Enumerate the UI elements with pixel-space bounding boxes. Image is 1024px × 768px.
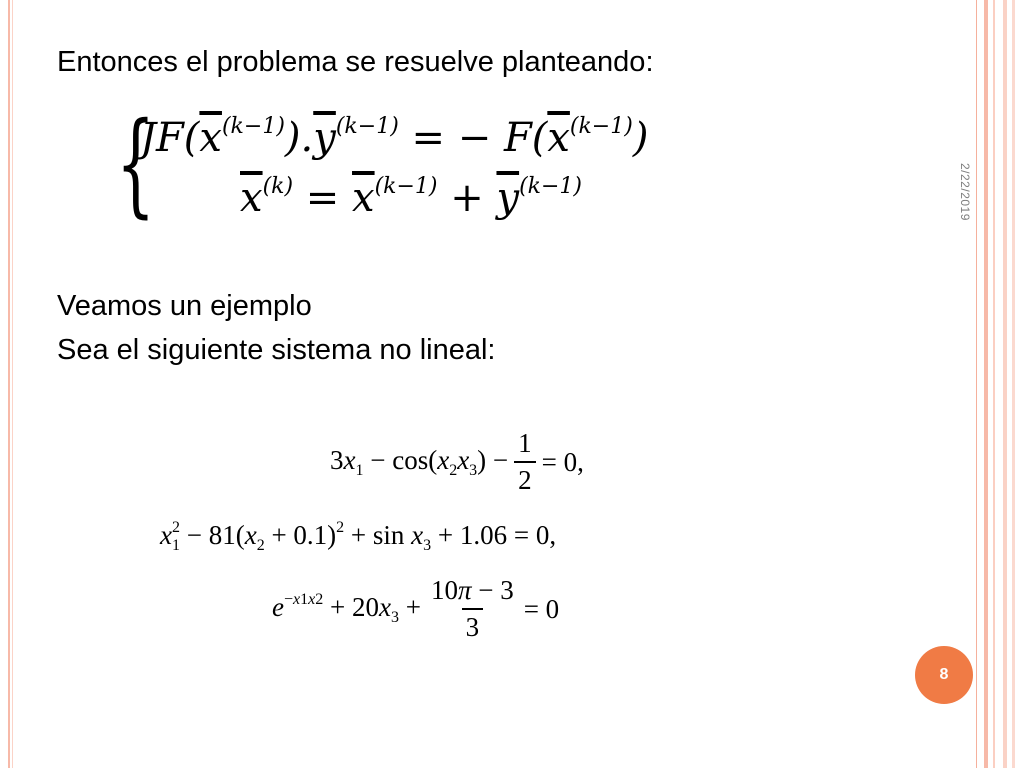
equation-2: $x^2_1 - 81(x_2 + 0.1)^2 + \sin x_3 + 1.06 = 0$, [160, 519, 557, 554]
left-border-line [8, 0, 10, 768]
nonlinear-system-formula [160, 420, 650, 650]
newton-system-line-2: $\overline{x}^{(k)} = \overline{x}^{(k-1)} + \overline{y}^{(k-1)}$ [240, 174, 583, 221]
newton-system-formula [116, 99, 776, 234]
right-border-line [976, 0, 977, 768]
newton-system-line-1: $JF(\overline{x}^{(k-1)}).\overline{y}^{(k-1)}$ = − $F(\overline{x}^{(k-1)})$ [140, 114, 649, 161]
right-border-line [1012, 0, 1015, 768]
equation-3: $e^{-x1x2} + 20x_3$ + $\frac{10\pi - 3}{3}$ = 0 [272, 575, 560, 642]
left-border-line-inner [12, 0, 13, 768]
right-border-line [984, 0, 988, 768]
example-intro: Veamos un ejemplo [57, 290, 312, 322]
right-border-line [1003, 0, 1007, 768]
left-brace: { [116, 99, 156, 229]
slide-date: 2/22/2019 [958, 163, 972, 221]
system-intro: Sea el siguiente sistema no lineal: [57, 334, 496, 366]
right-border-line [993, 0, 995, 768]
slide-heading: Entonces el problema se resuelve planteando: [57, 46, 654, 78]
equation-1: $3x_1 - \cos(x_2x_3)$ − $\frac{1}{2}$ = 0, [330, 428, 584, 495]
slide-number-badge: 8 [915, 646, 973, 704]
